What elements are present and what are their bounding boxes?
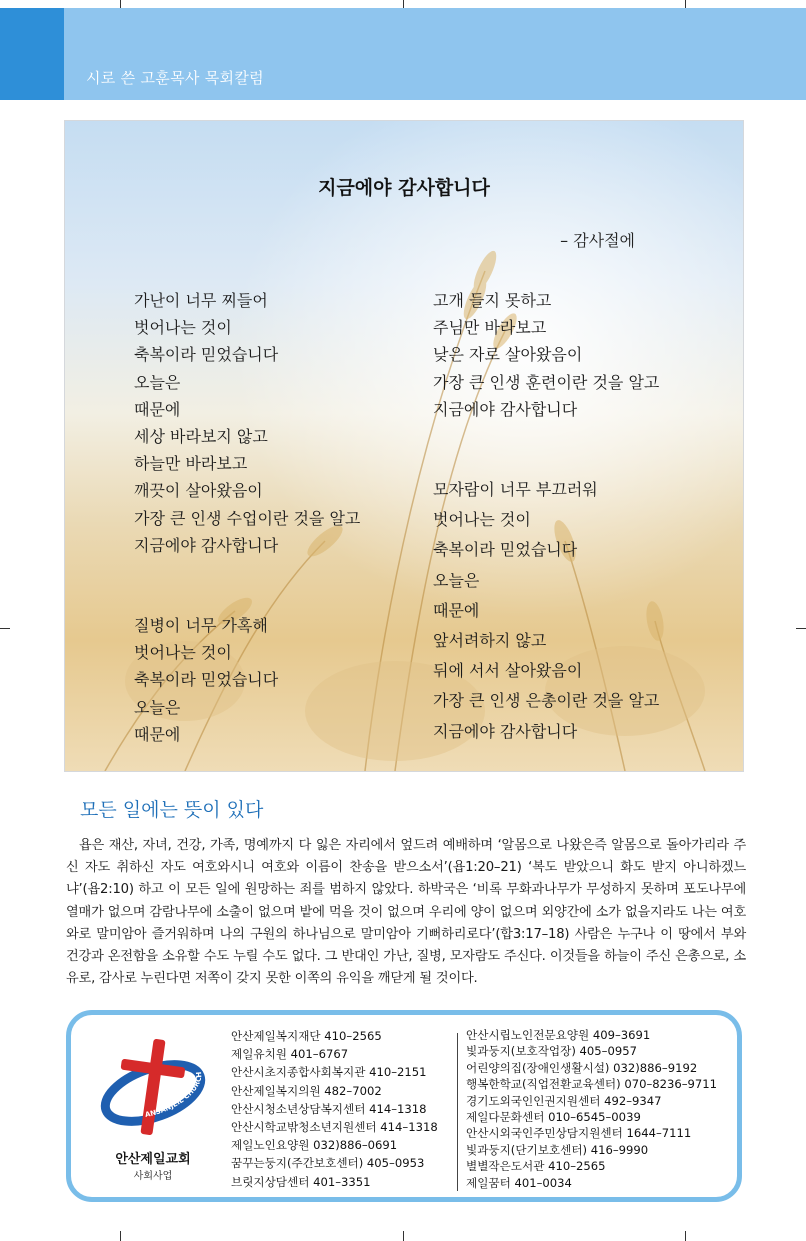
directory-entry: 안산제일복지의원 482–7002	[231, 1083, 382, 1098]
poem-line: 오늘은	[134, 372, 181, 392]
poem-line: 벗어나는 것이	[134, 643, 232, 663]
poem-line: 때문에	[433, 600, 480, 620]
directory-entry: 안산제일복지재단 410–2565	[231, 1029, 382, 1043]
directory-entry: 제일유치원 401–6767	[231, 1047, 349, 1062]
directory-column-right	[466, 1027, 717, 1191]
poem-line: 낮은 자로 살아왔음이	[433, 345, 583, 365]
poem-stanza-3	[433, 287, 659, 423]
poem-line: 가장 큰 인생 수업이란 것을 알고	[134, 508, 361, 528]
church-logo-icon	[93, 1033, 213, 1145]
poem-subtitle: – 감사절에	[560, 231, 635, 250]
crop-mark	[796, 628, 806, 629]
directory-entry: 안산시립노인전문요양원 409–3691	[466, 1028, 651, 1042]
directory-entry: 빛과둥지(보호작업장) 405–0957	[466, 1044, 637, 1059]
poem-stanza-1	[134, 287, 360, 559]
poem-line: 가장 큰 인생 훈련이란 것을 알고	[433, 372, 660, 392]
directory-entry: 안산시외국인주민상담지원센터 1644–7111	[466, 1126, 692, 1141]
directory-entry: 제일꿈터 401–0034	[466, 1175, 572, 1190]
directory-column-left	[231, 1027, 438, 1191]
directory-box	[66, 1010, 742, 1202]
page-header	[0, 8, 806, 100]
directory-entry: 행복한학교(직업전환교육센터) 070–8236–9711	[466, 1077, 718, 1092]
directory-entry: 안산시학교밖청소년지원센터 414–1318	[231, 1120, 438, 1135]
poem-line: 가장 큰 인생 은총이란 것을 알고	[433, 691, 660, 711]
crop-mark	[685, 1231, 686, 1241]
poem-line: 뒤에 서서 살아왔음이	[433, 661, 583, 681]
poem-line: 깨끗이 살아왔음이	[134, 481, 263, 501]
directory-entry: 별별작은도서관 410–2565	[466, 1159, 606, 1174]
poem-line: 축복이라 믿었습니다	[134, 670, 279, 690]
directory-entry: 브릿지상담센터 401–3351	[231, 1174, 371, 1189]
poem-line: 오늘은	[134, 697, 181, 717]
poem-stanza-2	[134, 612, 278, 748]
directory-entry: 안산시초지종합사회복지관 410–2151	[231, 1065, 427, 1080]
poem-title: 지금에야 감사합니다	[318, 177, 490, 199]
church-logo	[93, 1033, 213, 1183]
poem-line: 고개 들지 못하고	[433, 291, 552, 310]
directory-entry: 빛과둥지(단기보호센터) 416–9990	[466, 1142, 649, 1157]
header-title: 시로 쓴 고훈목사 목회칼럼	[86, 69, 264, 87]
logo-ring-text: ANSANJEIL CHURCH	[144, 1071, 204, 1119]
logo-name: 안산제일교회	[115, 1152, 191, 1167]
poem-line: 때문에	[134, 399, 181, 419]
directory-entry: 안산시청소년상담복지센터 414–1318	[231, 1101, 427, 1116]
poem-line: 축복이라 믿었습니다	[134, 345, 279, 365]
directory-entry: 꿈꾸는둥지(주간보호센터) 405–0953	[231, 1156, 425, 1171]
logo-sub: 사회사업	[133, 1171, 173, 1182]
poem-line: 모자람이 너무 부끄러워	[433, 480, 598, 499]
poem-line: 벗어나는 것이	[134, 318, 232, 338]
poem-line: 앞서려하지 않고	[433, 631, 547, 651]
poem-line: 하늘만 바라보고	[134, 454, 248, 474]
essay-title: 모든 일에는 뜻이 있다	[80, 799, 264, 821]
poem-line: 지금에야 감사합니다	[134, 535, 279, 555]
directory-entry: 제일노인요양원 032)886–0691	[231, 1138, 398, 1153]
poem-panel	[64, 120, 744, 772]
crop-mark	[120, 1231, 121, 1241]
poem-line: 세상 바라보지 않고	[134, 427, 268, 447]
essay-body: 욥은 재산, 자녀, 건강, 가족, 명예까지 다 잃은 자리에서 엎드려 예배하며 ‘알몸으로 나왔은즉 알몸으로 돌아가리라 주신 자도 취하신 자도 여호와시니 여호와 이름이 찬송을 받으소서’(욥1:20–21) ‘복도 받았으니 화도 받지 아니하겠느냐’(욥2:10) 하고 이 모든 일에 원망하는 죄를 범하지 않았다. 하박국은 ‘비록 무화과나무가 무성하지 못하며 포도나무에 열매가 없으며 감람나무에 소출이 없으며 밭에 먹을 것이 없으며 우리에 양이 없으며 외양간에 소가 없을지라도 나는 여호와로 말미암아 즐거워하며 나의 구원의 하나님으로 말미암아 기뻐하리로다’(합3:17–18) 사람은 누구나 이 땅에서 부와 건강과 온전함을 소유할 수도 누릴 수도 없다. 그 반대인 가난, 질병, 모자람도 주신다. 이것들을 하늘이 주신 은총으로, 소유로, 감사로 누린다면 저쪽이 갖지 못한 이쪽의 유익을 깨닫게 될 것이다.	[66, 838, 746, 987]
poem-line: 지금에야 감사합니다	[433, 399, 578, 419]
directory-entry: 제일다문화센터 010–6545–0039	[466, 1110, 641, 1125]
header-accent	[0, 8, 64, 100]
crop-mark	[0, 628, 10, 629]
poem-stanza-4	[433, 475, 659, 747]
poem-line: 질병이 너무 가혹해	[134, 616, 268, 635]
poem-line: 때문에	[134, 724, 181, 744]
crop-mark	[403, 1231, 404, 1241]
poem-line: 축복이라 믿었습니다	[433, 540, 578, 560]
directory-divider	[457, 1033, 458, 1191]
poem-line: 주님만 바라보고	[433, 318, 547, 338]
poem-line: 벗어나는 것이	[433, 510, 531, 530]
poem-line: 지금에야 감사합니다	[433, 721, 578, 741]
directory-entry: 경기도외국인인권지원센터 492–9347	[466, 1093, 662, 1108]
poem-line: 오늘은	[433, 570, 480, 590]
poem-line: 가난이 너무 찌들어	[134, 291, 268, 310]
directory-entry: 어린양의집(장애인생활시설) 032)886–9192	[466, 1060, 698, 1075]
